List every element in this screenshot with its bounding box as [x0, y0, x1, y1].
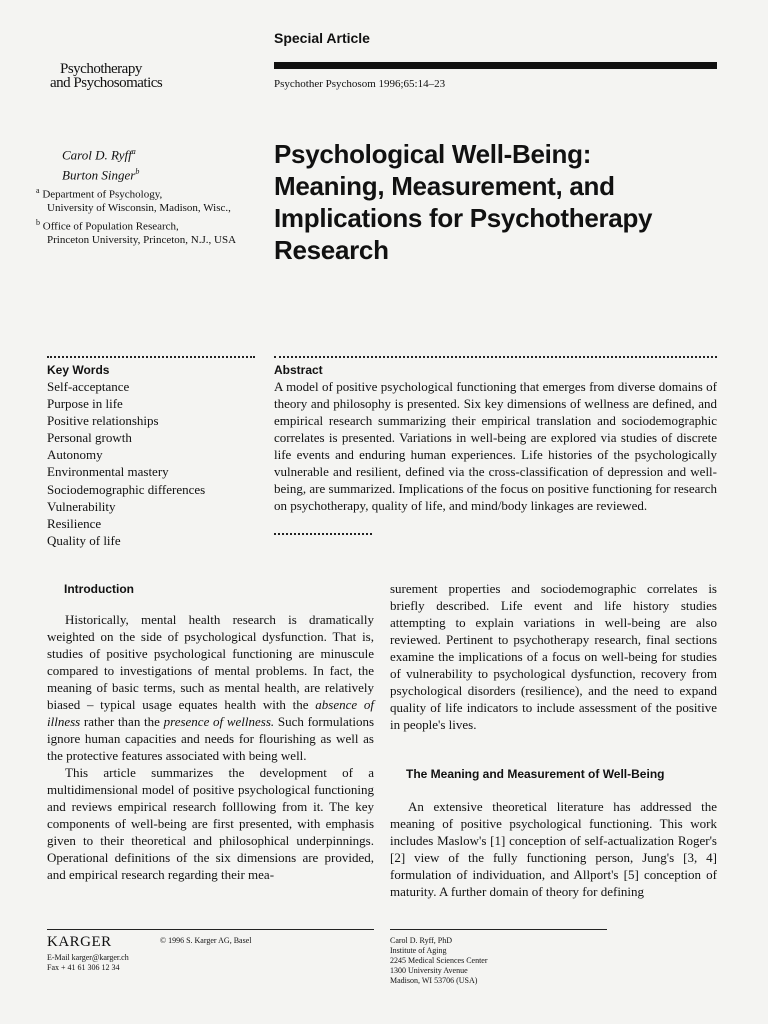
- keyword-item: Personal growth: [47, 430, 132, 446]
- aff-b-sup: b: [36, 217, 40, 227]
- intro-p1-text-a: Historically, mental health research is dramatically weighted on the side of psychological dysfunction. That is, studies of positive psychological functioning are minuscule compared to investigations of mental problems. In fact, the meaning of basic terms, such as mental health, are relatively biased – typical usage equates health with the: [47, 612, 374, 712]
- keywords-list: [47, 378, 205, 549]
- correspondence-address: [390, 936, 488, 986]
- header-rule: [274, 62, 717, 69]
- journal-logo-line2: and Psychosomatics: [50, 75, 163, 91]
- title-line2: Meaning, Measurement, and: [274, 171, 615, 201]
- article-title: [274, 138, 652, 266]
- copyright: © 1996 S. Karger AG, Basel: [160, 936, 252, 945]
- author-1-sup: a: [131, 147, 136, 156]
- abstract-text: A model of positive psychological functioning that emerges from diverse domains of theory and philosophy is presented. Six key dimensions of wellness are defined, and empirical research summarizing their empirical translation and sociodemographic correlates is presented. Variations in well-being are explored via studies of discrete life events and enduring human experiences. Life histories of the psychologically vulnerable and resilient, defined via the cross-classification of depression and well-being, are summarized. Implications of the focus on positive functioning for research on psychotherapy, quality of life, and mind/body linkages are reviewed.: [274, 379, 717, 513]
- aff-a-line2: University of Wisconsin, Madison, Wisc.,: [47, 202, 231, 215]
- contact-line4: 1300 University Avenue: [390, 966, 468, 975]
- right-col-paragraph-1: surement properties and sociodemographic correlates is briefly described. Life event and life history studies attempting to explain variations in well-being are also reviewed. Pertinent to psychotherapy research, final sections examine the implications of a focus on well-being for studies of vulnerability to psychological dysfunction, recovery from psychological disorders (resilience), and the need to expand quality of life indicators to include assessment of the positive in people's lives.: [390, 581, 717, 732]
- contact-name: Carol D. Ryff, PhD: [390, 936, 452, 945]
- abstract-end-rule: [274, 533, 372, 535]
- title-line1: Psychological Well-Being:: [274, 139, 592, 169]
- intro-p1-emphasis-2: presence of wellness.: [163, 714, 275, 729]
- keyword-item: Quality of life: [47, 532, 121, 548]
- keyword-item: Self-acceptance: [47, 379, 130, 394]
- journal-logo: [50, 62, 162, 90]
- section-heading-meaning: The Meaning and Measurement of Well-Being: [406, 767, 665, 781]
- abstract-heading: Abstract: [274, 363, 323, 377]
- keyword-item: Autonomy: [47, 447, 103, 463]
- citation: Psychother Psychosom 1996;65:14–23: [274, 78, 446, 90]
- author-2: Burton Singer: [62, 167, 136, 183]
- footer-rule-right: [390, 929, 607, 930]
- intro-paragraph-1: [47, 611, 374, 764]
- title-line4: Research: [274, 235, 389, 265]
- aff-b-line1: Office of Population Research,: [42, 220, 179, 233]
- author-2-sup: b: [135, 167, 140, 177]
- footer-rule-left: [47, 929, 374, 930]
- keyword-item: Positive relationships: [47, 413, 159, 429]
- publisher-fax: Fax + 41 61 306 12 34: [47, 963, 120, 972]
- abstract-rule: [274, 356, 717, 358]
- aff-b-line2: Princeton University, Princeton, N.J., USA: [47, 233, 237, 246]
- section-label: Special Article: [274, 30, 370, 46]
- publisher-email: E-Mail karger@karger.ch: [47, 953, 129, 962]
- intro-body: [47, 611, 374, 883]
- right-col-paragraph-2: An extensive theoretical literature has addressed the meaning of positive psychological functioning. This work includes Maslow's [1] conception of self-actualization Roger's [2] view of the fully functioning person, Jung's [3, 4] formulation of individuation, and Allport's [5] conception of maturity. A further domain of theory for defining: [390, 799, 717, 899]
- publisher-logo: KARGER: [47, 934, 112, 950]
- intro-p1-text-c: Such formulations ignore human capacities and needs for flourishing as well as the protective features associated with being well.: [47, 714, 375, 763]
- author-1: Carol D. Ryff: [62, 147, 132, 163]
- intro-p1-text-b: rather than the: [80, 714, 164, 729]
- keywords-heading: Key Words: [47, 363, 110, 377]
- aff-a-sup: a: [36, 186, 40, 195]
- contact-line5: Madison, WI 53706 (USA): [390, 976, 478, 985]
- keyword-item: Sociodemographic differences: [47, 481, 206, 497]
- publisher-contact: [47, 953, 129, 973]
- aff-a-line1: Department of Psychology,: [42, 188, 163, 201]
- keyword-item: Environmental mastery: [47, 464, 169, 480]
- intro-paragraph-2: This article summarizes the development of a multidimensional model of positive psychological functioning and reviews empirical research folllowing from it. The key components of well-being are first presented, with emphasis given to their theoretical and philosophical underpinnings. Operational definitions of the six dimensions are provided, and empirical research regarding their mea-: [47, 765, 374, 882]
- title-line3: Implications for Psychotherapy: [274, 203, 653, 233]
- intro-p1-emphasis-1: absence of illness: [47, 697, 374, 729]
- journal-logo-line1: Psychotherapy: [60, 61, 142, 77]
- contact-line3: 2245 Medical Sciences Center: [390, 956, 488, 965]
- keywords-rule: [47, 356, 255, 358]
- keyword-item: Vulnerability: [47, 498, 116, 514]
- author-list: [62, 143, 139, 184]
- contact-line2: Institute of Aging: [390, 946, 447, 955]
- affiliations: [36, 184, 236, 247]
- intro-heading: Introduction: [64, 582, 134, 596]
- keyword-item: Purpose in life: [47, 396, 123, 412]
- keyword-item: Resilience: [47, 515, 102, 531]
